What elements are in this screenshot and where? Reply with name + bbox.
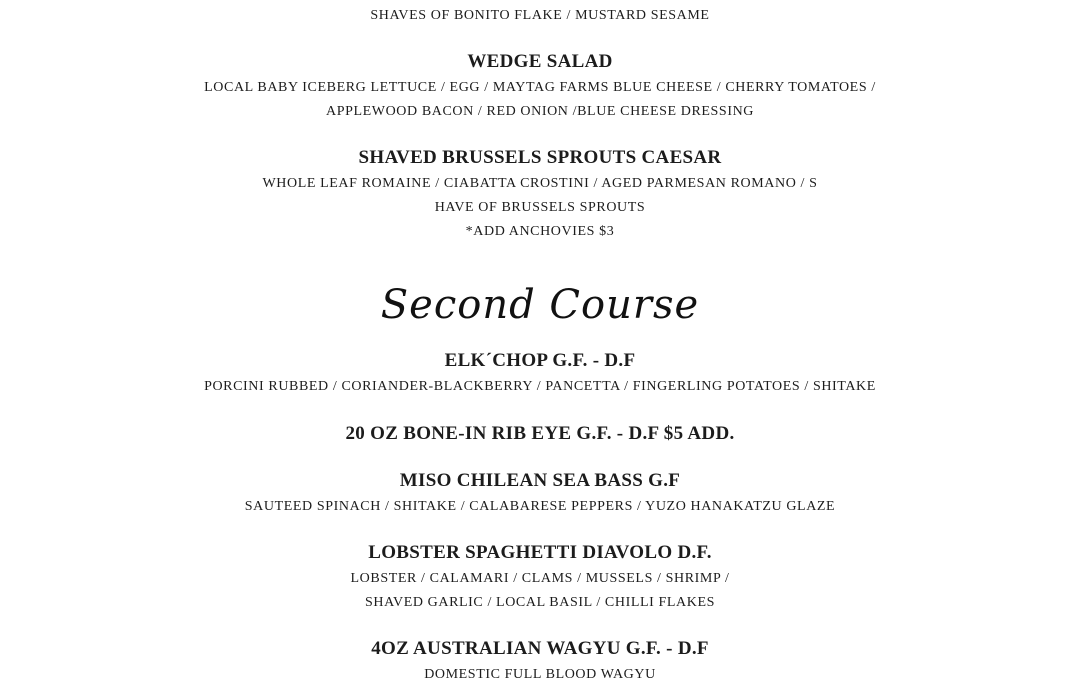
menu-item-lobster-spaghetti (0, 542, 1080, 615)
description-line: SAUTEED SPINACH / SHITAKE / CALABARESE PEPPERS / YUZO HANAKATZU GLAZE (244, 499, 836, 514)
dish-description (0, 495, 1080, 519)
description-line: HAVE OF BRUSSELS SPROUTS (434, 200, 646, 215)
dish-title: MISO CHILEAN SEA BASS G.F (399, 470, 681, 491)
menu-item-elk-chop (0, 350, 1080, 399)
menu-item-sea-bass (0, 470, 1080, 519)
dish-title: 4OZ AUSTRALIAN WAGYU G.F. - D.F (371, 638, 709, 659)
description-line: WHOLE LEAF ROMAINE / CIABATTA CROSTINI / AGED PARMESAN ROMANO / S (262, 176, 818, 191)
dish-title: ELK´CHOP G.F. - D.F (444, 350, 636, 371)
dish-description (0, 567, 1080, 615)
dish-description (0, 663, 1080, 687)
dish-description (0, 4, 1080, 28)
menu-item-wedge-salad (0, 51, 1080, 124)
dish-title: SHAVED BRUSSELS SPROUTS CAESAR (358, 147, 722, 168)
description-line: SHAVED GARLIC / LOCAL BASIL / CHILLI FLAKES (364, 595, 715, 610)
description-line: DOMESTIC FULL BLOOD WAGYU (424, 667, 656, 682)
dish-title: LOBSTER SPAGHETTI DIAVOLO D.F. (368, 542, 712, 563)
description-line: LOBSTER / CALAMARI / CLAMS / MUSSELS / SHRIMP / (350, 571, 730, 586)
dish-title: WEDGE SALAD (467, 51, 613, 72)
description-line: *ADD ANCHOVIES $3 (465, 224, 615, 239)
description-line: PORCINI RUBBED / CORIANDER-BLACKBERRY / PANCETTA / FINGERLING POTATOES / SHITAKE (204, 379, 876, 394)
section-heading-second-course: Second Course (380, 282, 700, 328)
description-line: APPLEWOOD BACON / RED ONION /BLUE CHEESE DRESSING (325, 104, 755, 119)
menu-item-rib-eye (0, 423, 1080, 445)
dish-description (0, 375, 1080, 399)
description-line: LOCAL BABY ICEBERG LETTUCE / EGG / MAYTAG FARMS BLUE CHEESE / CHERRY TOMATOES / (204, 80, 876, 95)
dish-title: 20 OZ BONE-IN RIB EYE G.F. - D.F $5 ADD. (345, 423, 735, 444)
description-line: SHAVES OF BONITO FLAKE / MUSTARD SESAME (370, 8, 710, 23)
menu-item-brussels-caesar (0, 147, 1080, 244)
dish-description (0, 172, 1080, 244)
menu-item-wagyu (0, 638, 1080, 687)
dish-description (0, 76, 1080, 124)
